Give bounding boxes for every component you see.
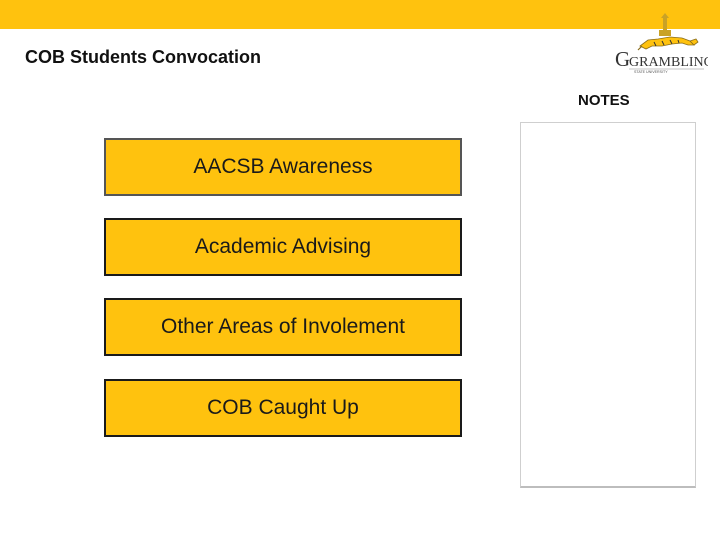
- svg-text:G: G: [615, 47, 631, 71]
- university-logo: [612, 12, 708, 74]
- notes-panel: [520, 122, 696, 488]
- notes-label: NOTES: [578, 92, 630, 109]
- topic-aacsb-awareness: AACSB Awareness: [104, 138, 462, 196]
- topic-other-areas: Other Areas of Involement: [104, 298, 462, 356]
- topic-cob-caught-up: COB Caught Up: [104, 379, 462, 437]
- slide-title: COB Students Convocation: [25, 47, 262, 67]
- tiger-logo-icon: [612, 12, 708, 74]
- topic-academic-advising: Academic Advising: [104, 218, 462, 276]
- logo-wordmark: GRAMBLING: [629, 55, 708, 70]
- logo-subtitle: STATE UNIVERSITY: [634, 70, 668, 74]
